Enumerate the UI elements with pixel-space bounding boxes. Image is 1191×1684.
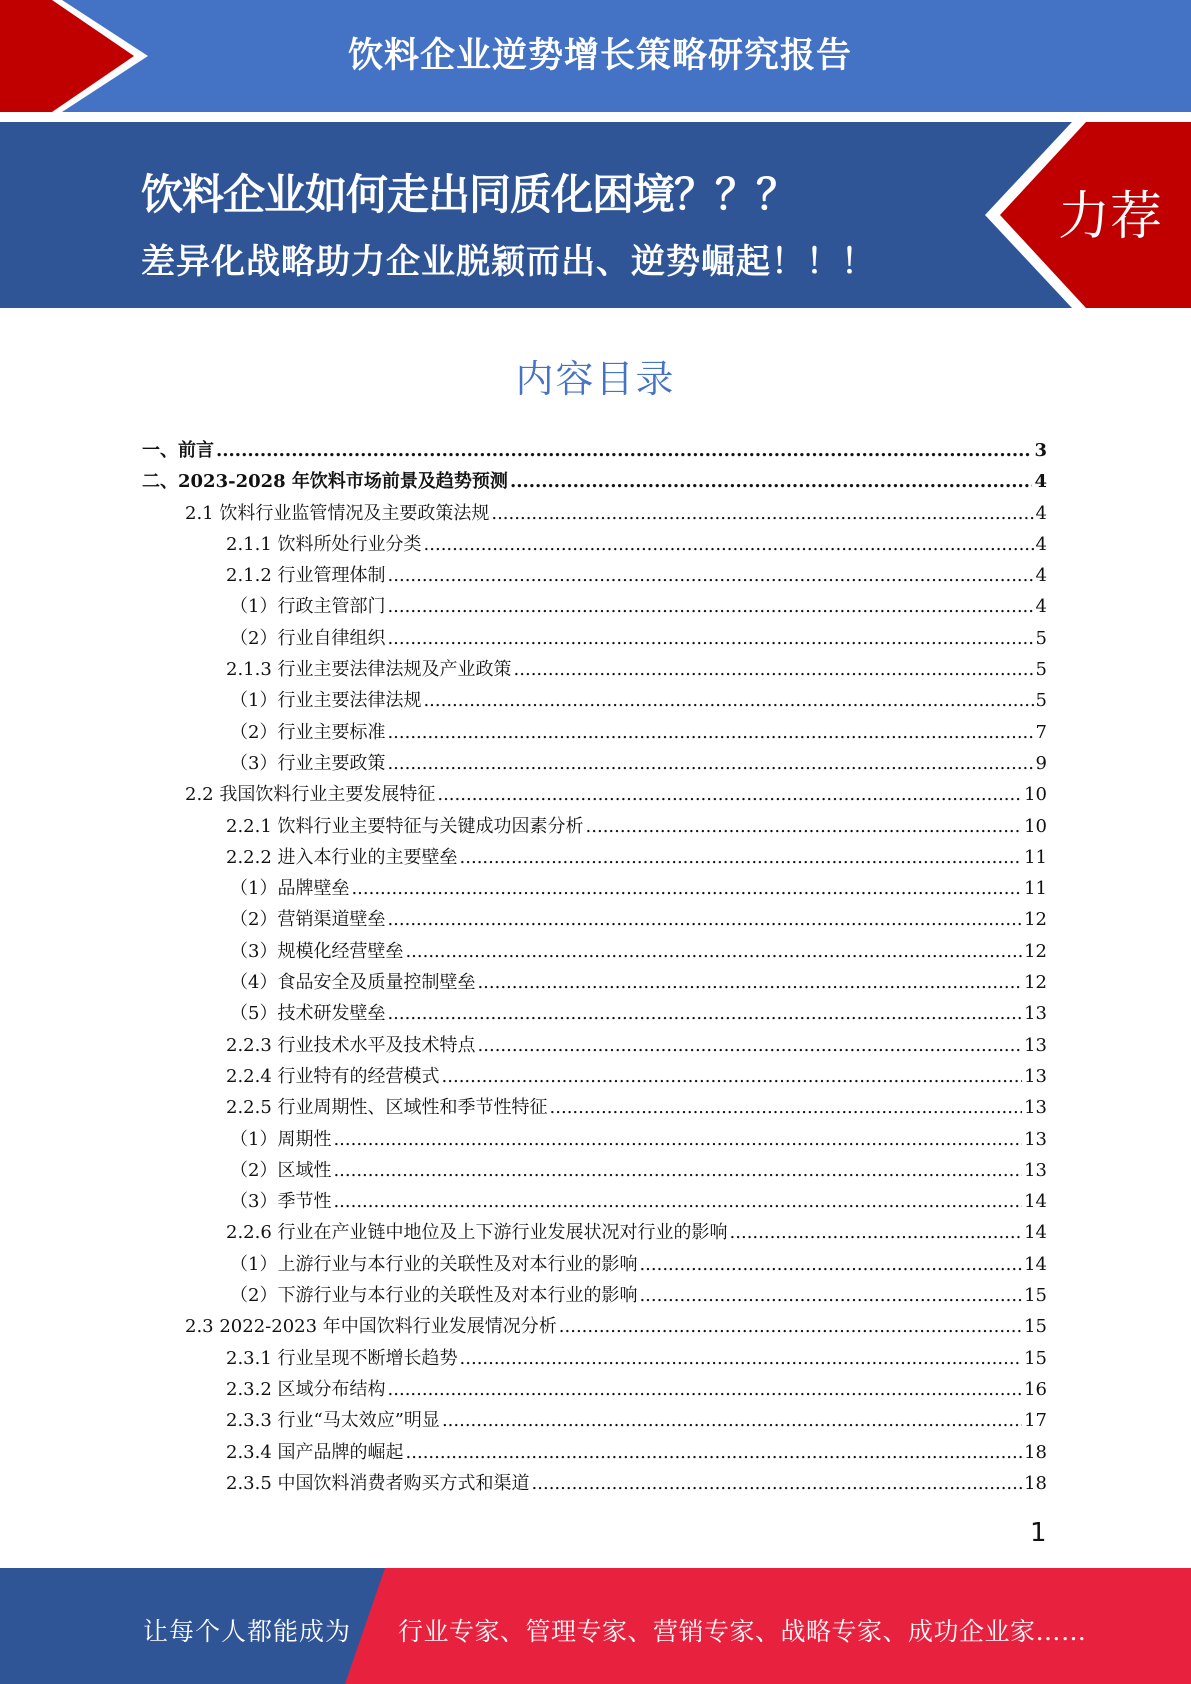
- toc-dot-leader: [491, 503, 1033, 524]
- toc-entry[interactable]: [142, 1312, 1047, 1343]
- table-of-contents: [142, 436, 1047, 1500]
- toc-entry-label: 2.2.6 行业在产业链中地位及上下游行业发展状况对行业的影响: [226, 1222, 728, 1244]
- toc-entry-label: 2.1.2 行业管理体制: [226, 565, 386, 587]
- toc-dot-leader: [333, 1129, 1022, 1150]
- toc-dot-leader: [639, 1285, 1022, 1306]
- toc-entry[interactable]: [142, 1218, 1047, 1249]
- toc-entry-page: 4: [1034, 471, 1047, 493]
- toc-entry[interactable]: [142, 1406, 1047, 1437]
- toc-entry[interactable]: [142, 905, 1047, 936]
- toc-entry-label: （1）行政主管部门: [230, 596, 386, 618]
- recommend-badge-label: 力荐: [1058, 187, 1163, 247]
- toc-entry-label: 2.3.1 行业呈现不断增长趋势: [226, 1347, 458, 1369]
- toc-entry-page: 18: [1024, 1441, 1047, 1463]
- toc-entry[interactable]: [142, 530, 1047, 561]
- subheadline: 差异化战略助力企业脱颖而出、逆势崛起！！！: [141, 242, 876, 282]
- toc-entry-label: 2.3.2 区域分布结构: [226, 1378, 386, 1400]
- toc-entry[interactable]: [142, 1281, 1047, 1312]
- toc-dot-leader: [387, 909, 1022, 930]
- toc-entry-label: 二、2023-2028 年饮料市场前景及趋势预测: [142, 471, 508, 493]
- red-chevron-decoration: [0, 0, 160, 112]
- toc-dot-leader: [639, 1254, 1022, 1275]
- toc-entry-page: 16: [1024, 1378, 1047, 1400]
- toc-dot-leader: [387, 722, 1033, 743]
- toc-entry-label: （3）行业主要政策: [230, 752, 386, 774]
- toc-dot-leader: [387, 628, 1033, 649]
- toc-entry[interactable]: [142, 499, 1047, 530]
- headline: 饮料企业如何走出同质化困境？？？: [141, 170, 798, 219]
- toc-dot-leader: [388, 565, 1034, 586]
- toc-entry-label: （1）周期性: [230, 1128, 332, 1150]
- toc-dot-leader: [387, 1003, 1022, 1024]
- toc-entry[interactable]: [142, 843, 1047, 874]
- toc-entry-page: 12: [1024, 909, 1047, 931]
- footer-slogan-right: 行业专家、管理专家、营销专家、战略专家、成功企业家……: [398, 1617, 1087, 1646]
- toc-entry[interactable]: [142, 1093, 1047, 1124]
- toc-entry-label: 2.2.4 行业特有的经营模式: [226, 1065, 440, 1087]
- footer-banner: [0, 1568, 1191, 1684]
- toc-entry-label: （2）行业主要标准: [230, 721, 386, 743]
- toc-entry-label: （4）食品安全及质量控制壁垒: [230, 972, 476, 994]
- toc-entry[interactable]: [142, 1031, 1047, 1062]
- toc-entry-label: 2.1.3 行业主要法律法规及产业政策: [226, 659, 512, 681]
- toc-entry-label: 2.2.5 行业周期性、区域性和季节性特征: [226, 1097, 548, 1119]
- toc-entry-page: 10: [1024, 784, 1047, 806]
- toc-entry-page: 13: [1024, 1034, 1047, 1056]
- toc-entry[interactable]: [142, 1375, 1047, 1406]
- toc-dot-leader: [460, 847, 1023, 868]
- toc-entry-label: （1）上游行业与本行业的关联性及对本行业的影响: [230, 1253, 638, 1275]
- toc-dot-leader: [406, 1442, 1023, 1463]
- toc-entry-page: 5: [1035, 659, 1047, 681]
- toc-entry-page: 4: [1035, 502, 1047, 524]
- toc-entry-page: 13: [1024, 1128, 1047, 1150]
- toc-entry[interactable]: [142, 812, 1047, 843]
- toc-dot-leader: [477, 972, 1022, 993]
- toc-entry[interactable]: [142, 1438, 1047, 1469]
- toc-title: 内容目录: [515, 357, 676, 401]
- toc-entry[interactable]: [142, 874, 1047, 905]
- toc-entry-page: 13: [1024, 1003, 1047, 1025]
- toc-dot-leader: [442, 1410, 1022, 1431]
- toc-entry-label: （2）行业自律组织: [230, 627, 386, 649]
- toc-dot-leader: [586, 816, 1023, 837]
- toc-entry-label: 2.3.3 行业“马太效应”明显: [226, 1410, 440, 1432]
- toc-dot-leader: [387, 596, 1033, 617]
- toc-entry-page: 3: [1034, 440, 1047, 461]
- toc-entry[interactable]: [142, 1156, 1047, 1187]
- toc-entry-label: 2.3.5 中国饮料消费者购买方式和渠道: [226, 1472, 530, 1494]
- toc-entry-page: 11: [1024, 846, 1047, 868]
- toc-entry-page: 12: [1024, 972, 1047, 994]
- toc-dot-leader: [388, 1379, 1023, 1400]
- toc-entry[interactable]: [142, 1344, 1047, 1375]
- toc-entry-page: 18: [1024, 1472, 1047, 1494]
- toc-dot-leader: [333, 1191, 1022, 1212]
- toc-entry[interactable]: [142, 999, 1047, 1030]
- toc-entry-page: 15: [1024, 1285, 1047, 1307]
- toc-dot-leader: [559, 1316, 1022, 1337]
- toc-entry[interactable]: [142, 968, 1047, 999]
- toc-entry-page: 12: [1024, 940, 1047, 962]
- toc-entry-page: 4: [1035, 565, 1047, 587]
- toc-entry-page: 5: [1035, 690, 1047, 712]
- toc-entry[interactable]: [142, 561, 1047, 592]
- toc-dot-leader: [437, 784, 1022, 805]
- toc-entry[interactable]: [142, 467, 1047, 498]
- toc-entry-label: （2）营销渠道壁垒: [230, 909, 386, 931]
- toc-entry-label: 2.1.1 饮料所处行业分类: [226, 533, 422, 555]
- toc-entry-page: 13: [1024, 1065, 1047, 1087]
- toc-entry[interactable]: [142, 592, 1047, 623]
- toc-entry-label: （5）技术研发壁垒: [230, 1003, 386, 1025]
- report-title: 饮料企业逆势增长策略研究报告: [347, 36, 852, 76]
- toc-dot-leader: [460, 1348, 1023, 1369]
- toc-entry-page: 13: [1024, 1097, 1047, 1119]
- toc-dot-leader: [510, 471, 1033, 492]
- top-banner: [0, 0, 1191, 112]
- toc-entry[interactable]: [142, 1062, 1047, 1093]
- toc-entry-label: 2.3 2022-2023 年中国饮料行业发展情况分析: [185, 1316, 557, 1338]
- toc-dot-leader: [405, 941, 1022, 962]
- toc-entry-page: 10: [1024, 815, 1047, 837]
- toc-dot-leader: [333, 1160, 1022, 1181]
- toc-entry-page: 4: [1035, 533, 1047, 555]
- toc-entry[interactable]: [142, 1469, 1047, 1500]
- toc-entry-label: （2）下游行业与本行业的关联性及对本行业的影响: [230, 1285, 638, 1307]
- toc-entry-page: 17: [1024, 1410, 1047, 1432]
- toc-entry[interactable]: [142, 718, 1047, 749]
- toc-entry[interactable]: [142, 436, 1047, 467]
- toc-entry-label: （1）品牌壁垒: [230, 878, 350, 900]
- toc-entry-page: 13: [1024, 1159, 1047, 1181]
- page-number: 1: [1030, 1518, 1047, 1548]
- toc-entry[interactable]: [142, 1125, 1047, 1156]
- toc-entry-page: 7: [1035, 721, 1047, 743]
- toc-entry[interactable]: [142, 655, 1047, 686]
- toc-entry[interactable]: [142, 624, 1047, 655]
- toc-entry-page: 15: [1024, 1316, 1047, 1338]
- toc-dot-leader: [730, 1222, 1023, 1243]
- toc-entry[interactable]: [142, 1250, 1047, 1281]
- toc-entry[interactable]: [142, 749, 1047, 780]
- toc-dot-leader: [550, 1097, 1023, 1118]
- toc-entry-page: 14: [1024, 1253, 1047, 1275]
- footer-slogan-left: 让每个人都能成为: [143, 1617, 352, 1646]
- toc-entry-page: 11: [1024, 878, 1047, 900]
- toc-entry[interactable]: [142, 686, 1047, 717]
- toc-entry-label: 2.1 饮料行业监管情况及主要政策法规: [185, 502, 490, 524]
- toc-dot-leader: [514, 659, 1034, 680]
- toc-dot-leader: [216, 440, 1032, 461]
- toc-entry[interactable]: [142, 1187, 1047, 1218]
- hero-banner: [0, 122, 1191, 308]
- toc-dot-leader: [532, 1473, 1023, 1494]
- toc-entry-label: （3）规模化经营壁垒: [230, 940, 404, 962]
- toc-entry-page: 14: [1024, 1191, 1047, 1213]
- toc-entry-label: 2.2.3 行业技术水平及技术特点: [226, 1034, 476, 1056]
- toc-entry-page: 9: [1035, 752, 1047, 774]
- toc-entry[interactable]: [142, 780, 1047, 811]
- toc-entry-label: 2.2.1 饮料行业主要特征与关键成功因素分析: [226, 815, 584, 837]
- toc-entry-label: 2.2.2 进入本行业的主要壁垒: [226, 846, 458, 868]
- toc-dot-leader: [423, 690, 1033, 711]
- toc-entry-page: 5: [1035, 627, 1047, 649]
- toc-entry-label: 一、前言: [142, 440, 214, 461]
- toc-dot-leader: [478, 1035, 1023, 1056]
- toc-entry-label: （2）区域性: [230, 1159, 332, 1181]
- toc-entry-page: 4: [1035, 596, 1047, 618]
- toc-entry-page: 15: [1024, 1347, 1047, 1369]
- toc-dot-leader: [387, 753, 1033, 774]
- toc-dot-leader: [424, 534, 1034, 555]
- toc-entry[interactable]: [142, 937, 1047, 968]
- toc-entry-page: 14: [1024, 1222, 1047, 1244]
- toc-dot-leader: [351, 878, 1022, 899]
- toc-dot-leader: [442, 1066, 1023, 1087]
- toc-entry-label: （1）行业主要法律法规: [230, 690, 422, 712]
- toc-entry-label: 2.2 我国饮料行业主要发展特征: [185, 784, 436, 806]
- toc-entry-label: 2.3.4 国产品牌的崛起: [226, 1441, 404, 1463]
- toc-entry-label: （3）季节性: [230, 1191, 332, 1213]
